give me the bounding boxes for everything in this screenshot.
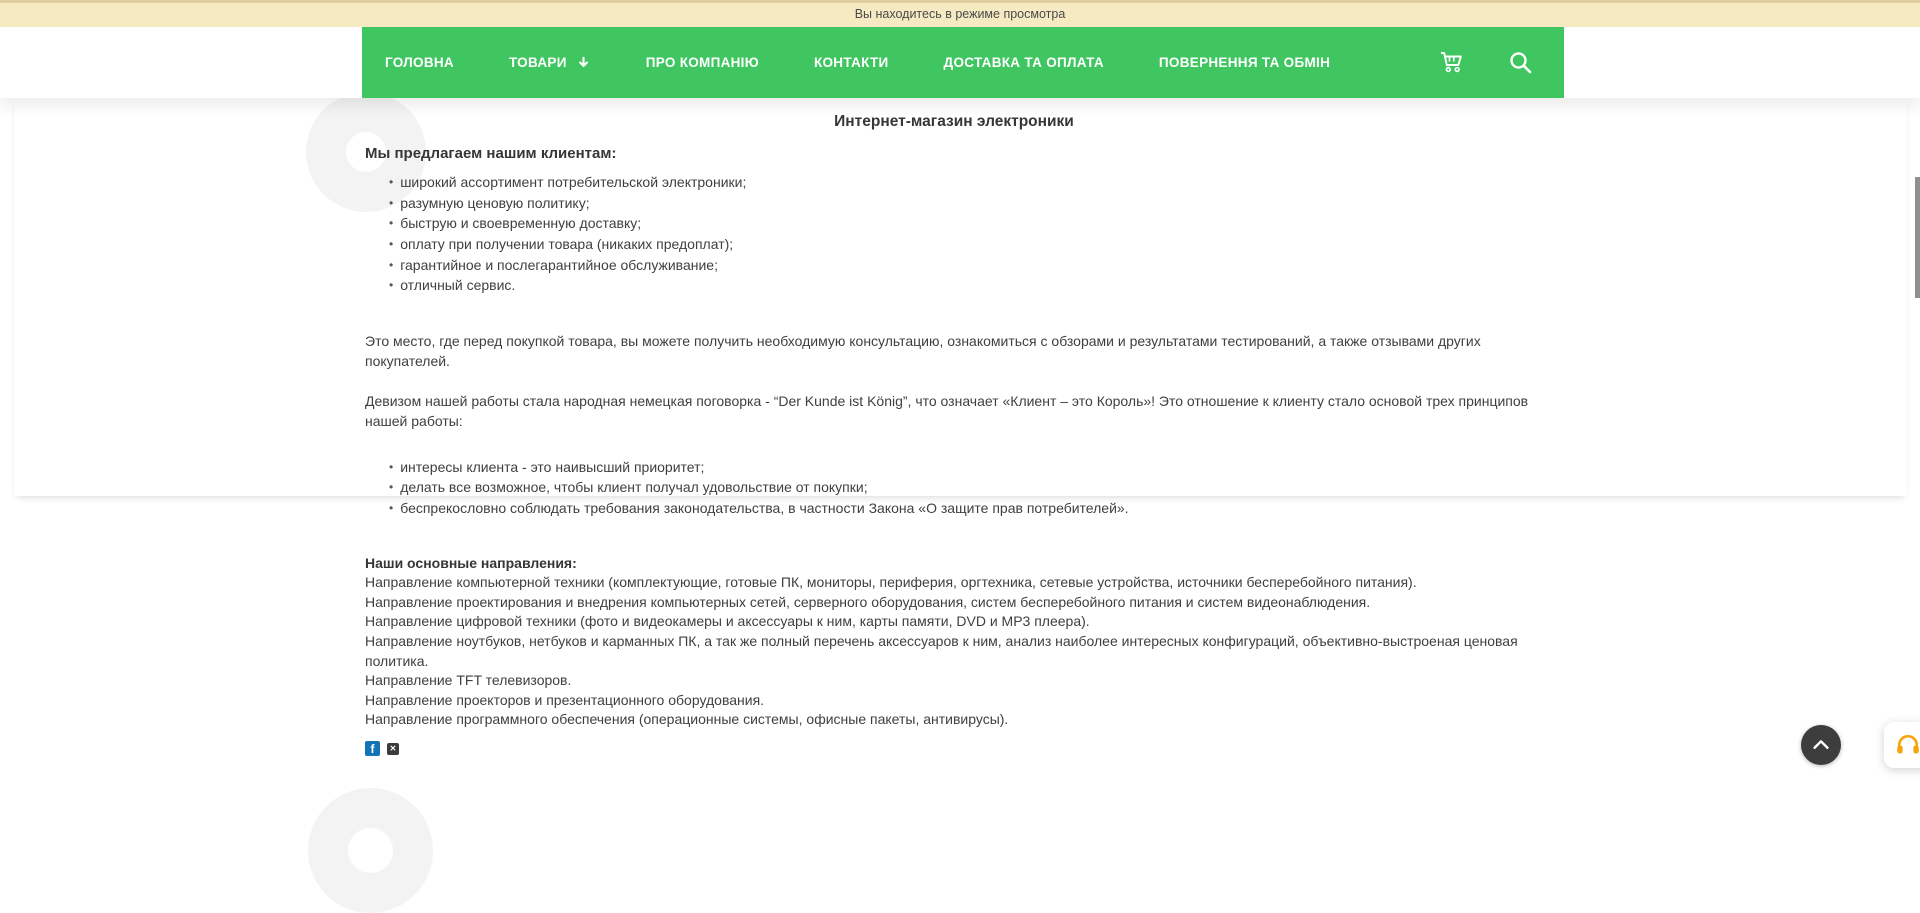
nav-item-returns-exchange[interactable]: [1159, 55, 1330, 70]
nav-item-delivery-payment[interactable]: [944, 55, 1104, 70]
list-item: • отличный сервис.: [389, 276, 1543, 297]
directions-heading: Наши основные направления:: [365, 554, 577, 571]
nav-items: [362, 55, 1330, 70]
watermark-ring-bottom: [308, 788, 433, 913]
arrow-down-icon: [576, 55, 591, 70]
x-twitter-icon[interactable]: ✕: [387, 743, 399, 755]
direction-line: Направление программного обеспечения (операционные системы, офисные пакеты, антивирусы).: [365, 711, 1009, 728]
scroll-to-top-button[interactable]: [1801, 725, 1841, 765]
social-row: [365, 741, 1543, 756]
chevron-up-icon: [1810, 734, 1832, 756]
main-nav: [362, 27, 1564, 98]
cart-icon[interactable]: [1438, 49, 1465, 76]
list-item: • гарантийное и послегарантийное обслуживание;: [389, 256, 1543, 277]
direction-line: Направление компьютерной техники (комплектующие, готовые ПК, мониторы, периферия, оргтехника, сетевые устройства, источники бесперебойного питания).: [365, 574, 1417, 591]
list-item: • быструю и своевременную доставку;: [389, 214, 1543, 235]
view-mode-banner: [0, 0, 1920, 27]
directions-list: [365, 573, 1543, 730]
nav-item-home[interactable]: [385, 55, 454, 70]
principles-list: [365, 458, 1543, 520]
nav-item-products-label: ТОВАРИ: [508, 55, 567, 70]
list-item: • оплату при получении товара (никаких предоплат);: [389, 235, 1543, 256]
nav-item-contacts-label: КОНТАКТИ: [813, 55, 889, 70]
paragraph-motto: Девизом нашей работы стала народная немецкая поговорка - “Der Kunde ist König”, что означает «Клиент – это Король»! Это отношение к клиенту стало основой трех принципов нашей работы:: [365, 392, 1529, 429]
nav-item-delivery-payment-label: ДОСТАВКА ТА ОПЛАТА: [943, 55, 1104, 70]
list-item: • интересы клиента - это наивысший приоритет;: [389, 458, 1543, 479]
vertical-scrollbar-thumb[interactable]: [1915, 177, 1920, 298]
intro-heading: Мы предлагаем нашим клиентам:: [365, 144, 617, 162]
direction-line: Направление проектирования и внедрения компьютерных сетей, серверного оборудования, систем бесперебойного питания и систем видеонаблюдения.: [365, 593, 1371, 610]
nav-item-returns-exchange-label: ПОВЕРНЕННЯ ТА ОБМІН: [1158, 55, 1331, 70]
offers-list: [365, 173, 1543, 297]
list-item: • делать все возможное, чтобы клиент получал удовольствие от покупки;: [389, 478, 1543, 499]
direction-line: Направление TFT телевизоров.: [365, 672, 572, 689]
main-content: [365, 98, 1543, 756]
nav-item-about-label: ПРО КОМПАНІЮ: [645, 55, 759, 70]
page-title: Интернет-магазин электроники: [834, 113, 1074, 130]
direction-line: Направление ноутбуков, нетбуков и карманных ПК, а так же полный перечень аксессуаров к ним, анализ наиболее интересных конфигураций, объективно-выстроеная ценовая политика.: [365, 632, 1518, 669]
support-chat-button[interactable]: [1884, 722, 1920, 768]
facebook-icon[interactable]: f: [365, 741, 380, 756]
direction-line: Направление цифровой техники (фото и видеокамеры и аксессуары к ним, карты памяти, DVD и MP3 плеера).: [365, 613, 1090, 630]
list-item: • широкий ассортимент потребительской электроники;: [389, 173, 1543, 194]
view-mode-banner-text: Вы находитесь в режиме просмотра: [854, 7, 1066, 21]
nav-item-contacts[interactable]: [814, 55, 889, 70]
nav-item-products[interactable]: [509, 55, 591, 70]
list-item: • разумную ценовую политику;: [389, 194, 1543, 215]
paragraph-consultation: Это место, где перед покупкой товара, вы можете получить необходимую консультацию, ознакомиться с обзорами и результатами тестирований, а также отзывами других покупателей.: [365, 332, 1481, 369]
list-item: • беспрекословно соблюдать требования законодательства, в частности Закона «О защите прав потребителей».: [389, 499, 1543, 520]
nav-right-icons: [1438, 49, 1564, 76]
nav-item-home-label: ГОЛОВНА: [385, 55, 454, 70]
direction-line: Направление проекторов и презентационного оборудования.: [365, 691, 765, 708]
nav-item-about[interactable]: [646, 55, 759, 70]
search-icon[interactable]: [1507, 49, 1534, 76]
headset-icon: [1894, 731, 1920, 759]
